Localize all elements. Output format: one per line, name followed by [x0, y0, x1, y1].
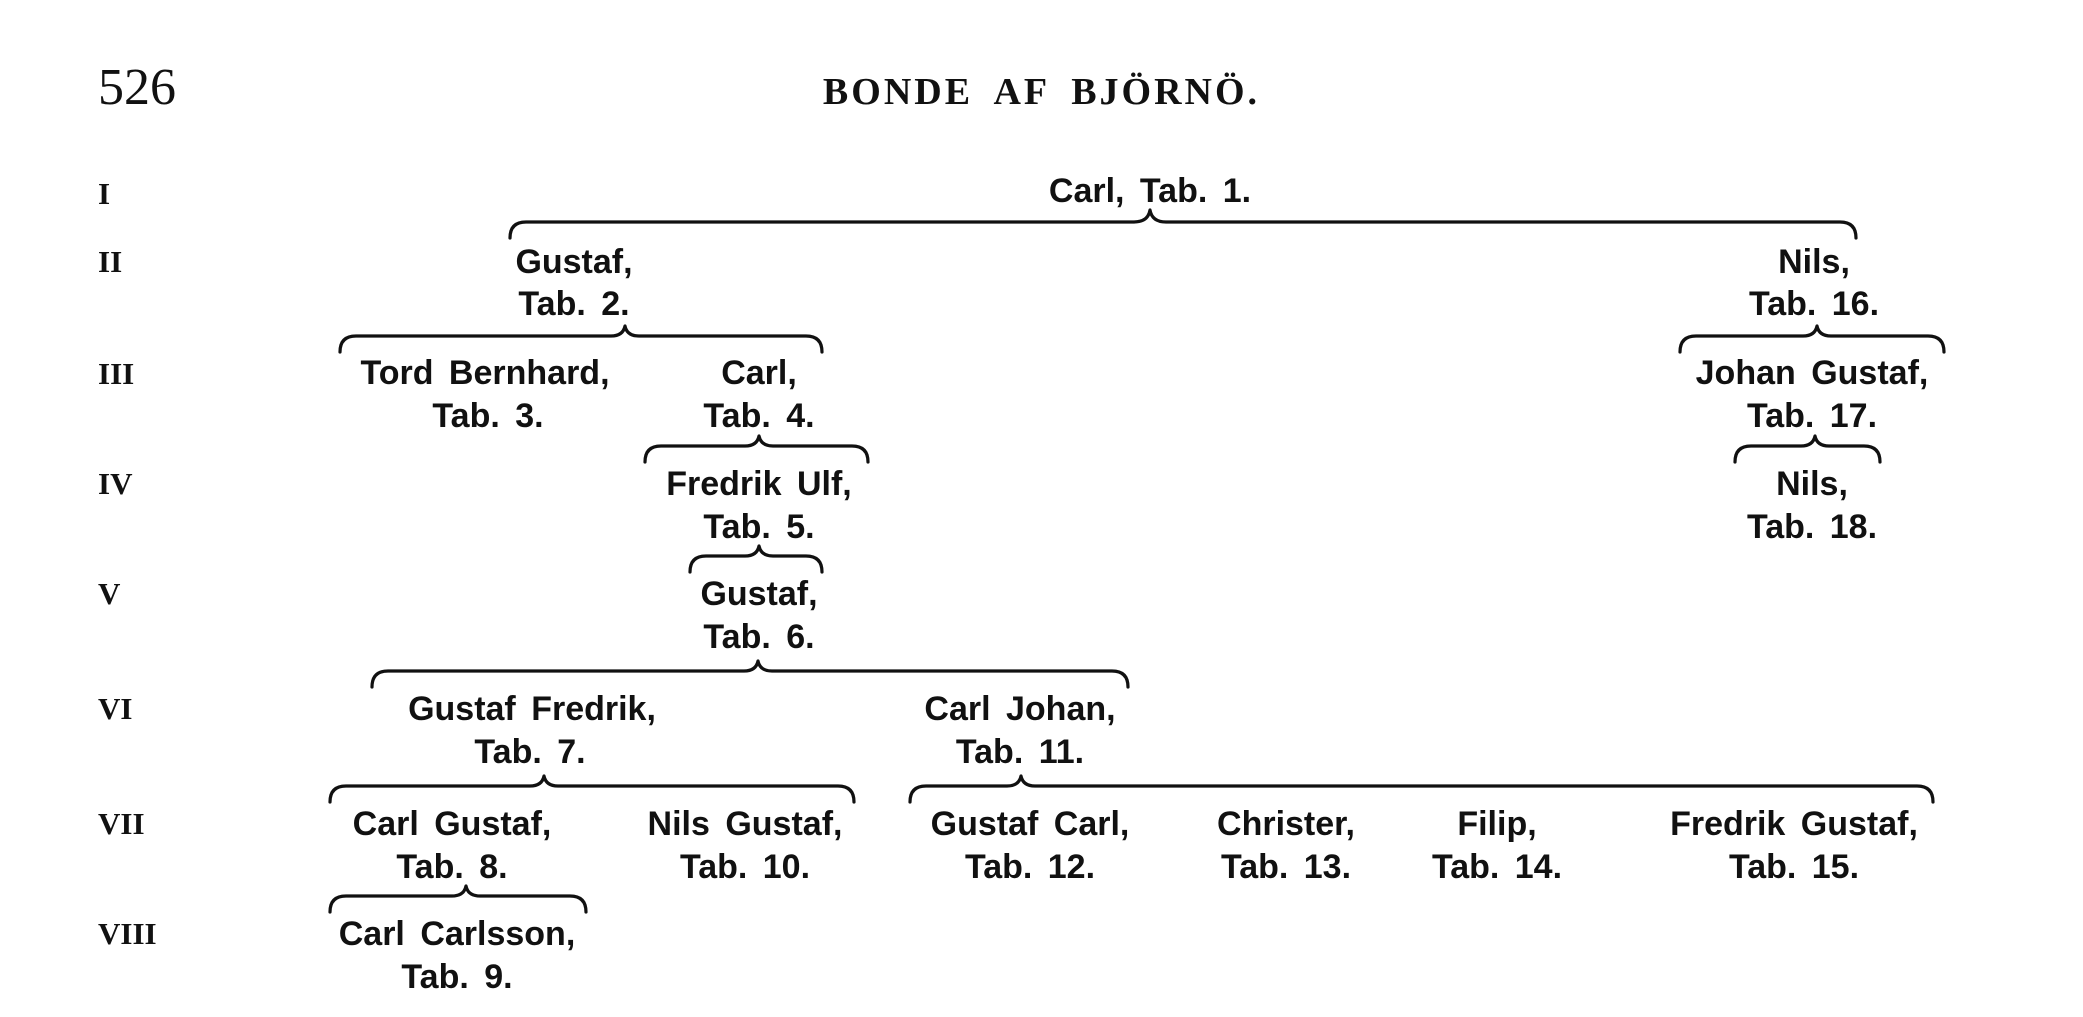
- brace-carl-gustaf-to-child: [330, 886, 586, 912]
- person-johan-gustaf-tab: Tab. 17.: [1746, 397, 1878, 435]
- generation-label-2: II: [98, 244, 123, 279]
- brace-gustaf-to-children: [340, 326, 822, 352]
- person-carl-carlsson-tab: Tab. 9.: [401, 958, 513, 996]
- person-gustaf-2-tab: Tab. 6.: [703, 618, 815, 656]
- person-gustaf-carl-tab: Tab. 12.: [964, 848, 1096, 886]
- person-carl-tab-1: Carl, Tab. 1.: [1048, 172, 1252, 210]
- generation-label-1: I: [98, 176, 111, 211]
- person-nils-2-tab: Tab. 18.: [1746, 508, 1878, 546]
- page-number: 526: [98, 59, 176, 116]
- person-carl-johan-tab: Tab. 11.: [955, 733, 1085, 771]
- generation-label-4: IV: [98, 466, 133, 501]
- person-carl-johan-name: Carl Johan,: [924, 690, 1116, 728]
- brace-gustaf-fredrik-to-children: [330, 776, 854, 802]
- person-filip-tab: Tab. 14.: [1431, 848, 1563, 886]
- brace-carl-tab4-to-child: [645, 436, 868, 462]
- person-carl-gustaf-tab: Tab. 8.: [396, 848, 508, 886]
- person-nils-2-name: Nils,: [1776, 465, 1848, 503]
- person-tord-bernhard-tab: Tab. 3.: [432, 397, 544, 435]
- brace-nils-to-children: [1680, 326, 1944, 352]
- person-carl-name: Carl,: [721, 354, 797, 392]
- person-fredrik-gustaf-name: Fredrik Gustaf,: [1670, 805, 1918, 843]
- person-filip-name: Filip,: [1457, 805, 1537, 843]
- person-gustaf-name: Gustaf,: [515, 243, 633, 281]
- page-header: BONDE AF BJÖRNÖ.: [822, 71, 1261, 113]
- person-tord-bernhard-name: Tord Bernhard,: [360, 354, 610, 392]
- person-carl-carlsson-name: Carl Carlsson,: [338, 915, 576, 953]
- person-gustaf-fredrik-tab: Tab. 7.: [474, 733, 586, 771]
- person-gustaf-fredrik-name: Gustaf Fredrik,: [408, 690, 656, 728]
- person-carl-gustaf-name: Carl Gustaf,: [352, 805, 552, 843]
- generation-label-5: V: [98, 576, 121, 611]
- person-gustaf-2-name: Gustaf,: [700, 575, 818, 613]
- person-fredrik-ulf-tab: Tab. 5.: [703, 508, 815, 546]
- brace-gustaf-tab6-to-children: [372, 661, 1128, 687]
- generation-label-6: VI: [98, 691, 133, 726]
- person-nils-name: Nils,: [1778, 243, 1850, 281]
- generation-label-3: III: [98, 356, 135, 391]
- brace-fredrik-ulf-to-child: [690, 546, 822, 572]
- brace-johan-gustaf-to-child: [1735, 436, 1880, 462]
- person-nils-gustaf-name: Nils Gustaf,: [647, 805, 843, 843]
- person-fredrik-gustaf-tab: Tab. 15.: [1728, 848, 1860, 886]
- generation-label-8: VIII: [98, 916, 157, 951]
- generation-label-7: VII: [98, 806, 145, 841]
- person-fredrik-ulf-name: Fredrik Ulf,: [666, 465, 852, 503]
- brace-carl-johan-to-children: [910, 776, 1933, 802]
- brace-carl-to-children: [510, 210, 1856, 238]
- person-gustaf-tab: Tab. 2.: [518, 285, 630, 323]
- person-christer-tab: Tab. 13.: [1220, 848, 1352, 886]
- person-christer-name: Christer,: [1217, 805, 1355, 843]
- person-carl-tab: Tab. 4.: [703, 397, 815, 435]
- person-johan-gustaf-name: Johan Gustaf,: [1695, 354, 1929, 392]
- person-nils-tab: Tab. 16.: [1748, 285, 1880, 323]
- person-gustaf-carl-name: Gustaf Carl,: [930, 805, 1130, 843]
- person-nils-gustaf-tab: Tab. 10.: [679, 848, 811, 886]
